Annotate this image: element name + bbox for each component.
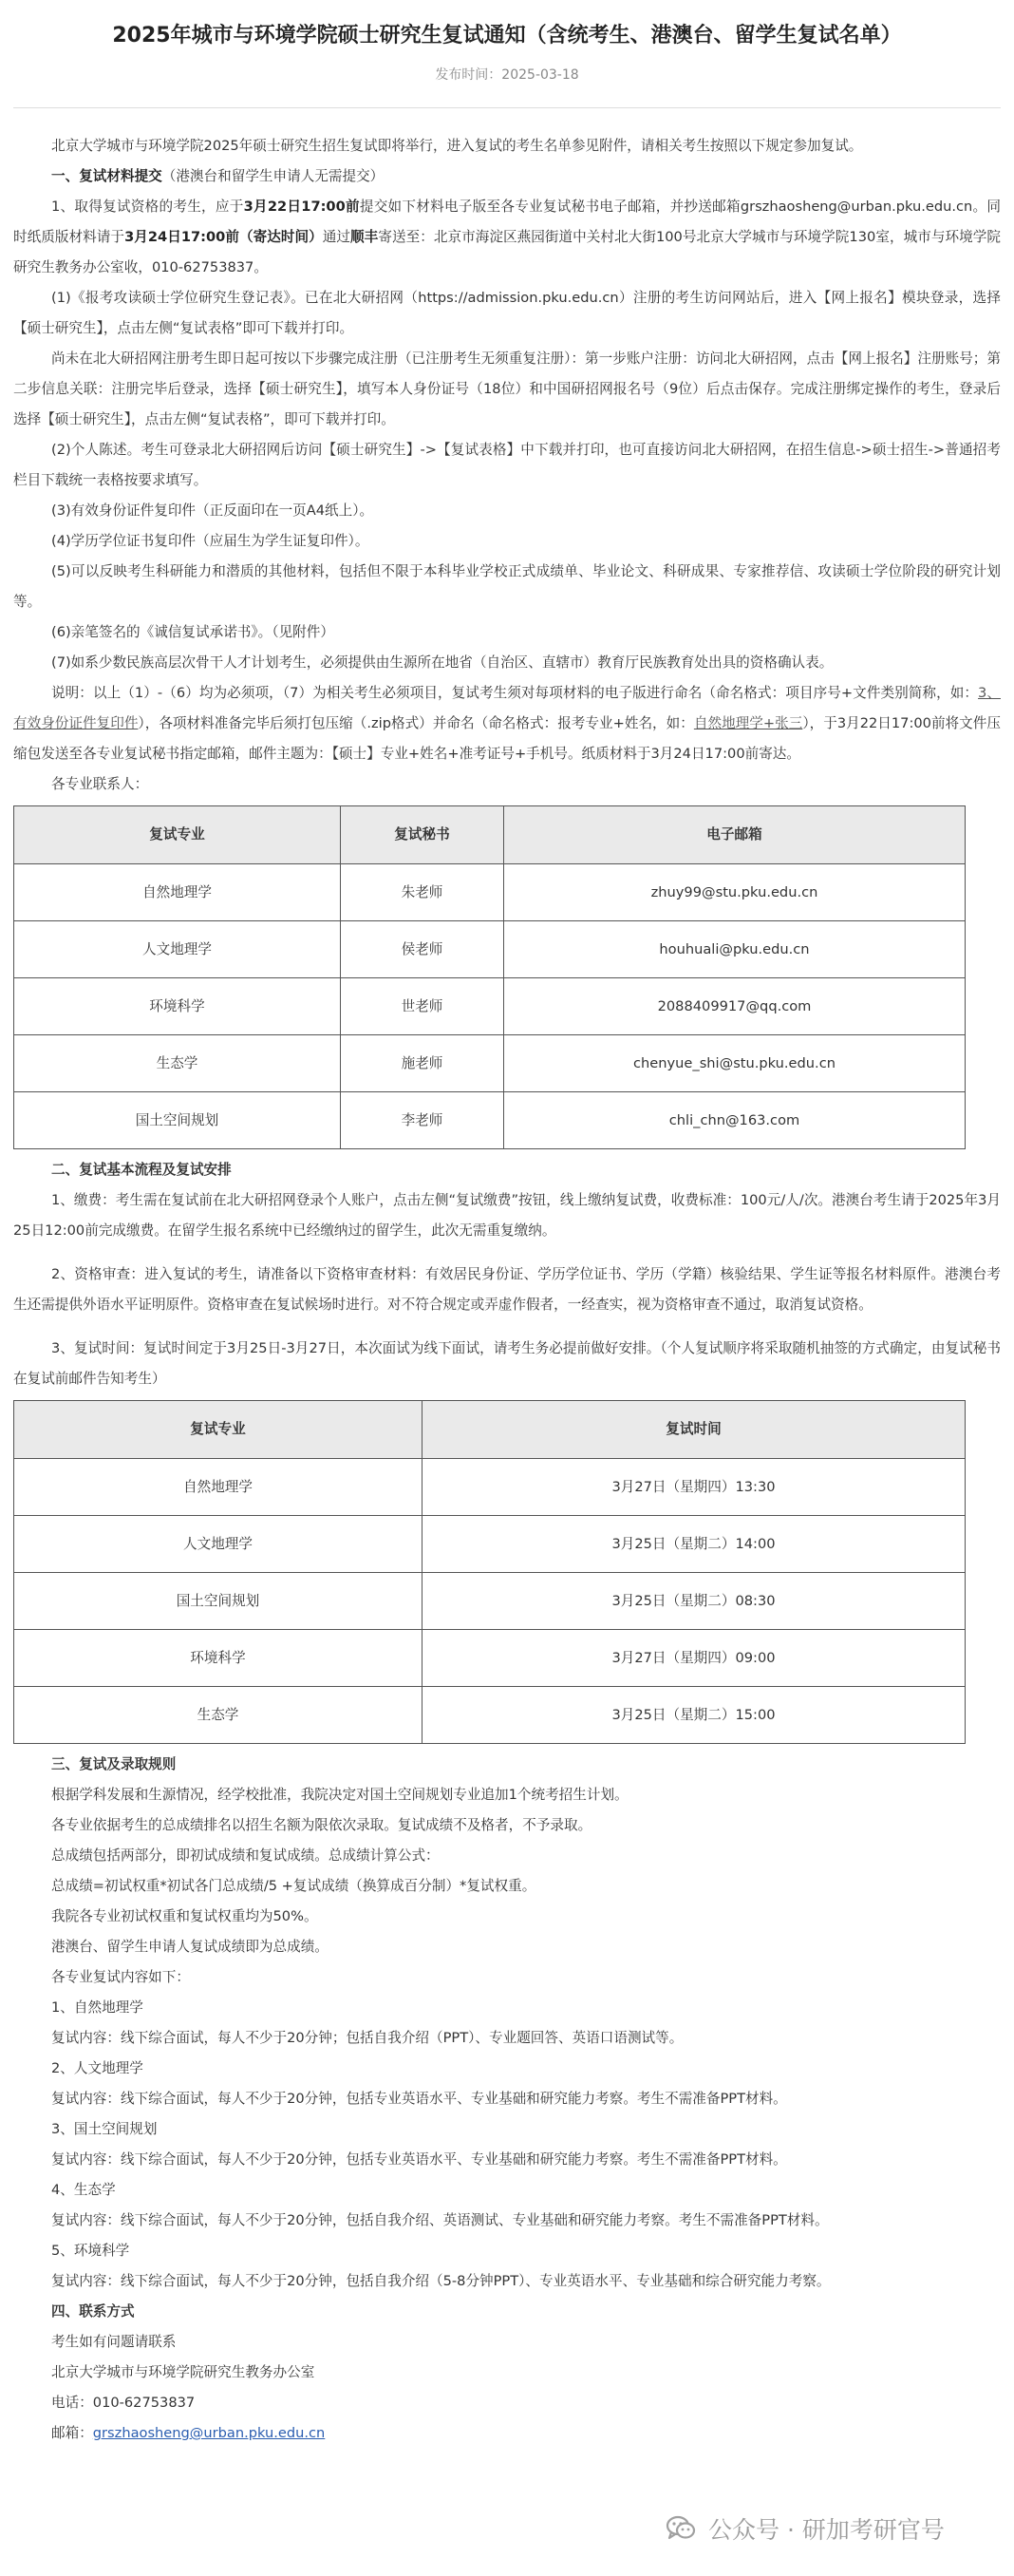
wechat-watermark (665, 2510, 1006, 2548)
mail-deadline-emphasis: 3月24日17:00前（寄达时间） (124, 229, 323, 245)
major-name: 3、国土空间规划 (51, 2121, 158, 2137)
table-row (14, 1573, 966, 1630)
text-run: 寄送至：北京市海淀区燕园街道中关村北大街100号北京大学城市与环境学院130室，城市与环境学院研究生教务办公室收，010-62753837。 (13, 229, 1001, 275)
table-row (14, 921, 966, 978)
major-content: 复试内容：线下综合面试，每人不少于20分钟，包括自我介绍、英语测试、专业基础和研究能力考察。考生不需准备PPT材料。 (51, 2212, 829, 2228)
contact-line: 考生如有问题请联系 (51, 2334, 177, 2350)
major-name: 4、生态学 (51, 2182, 116, 2198)
section-1-title: 一、复试材料提交 (51, 168, 162, 184)
time-cell: 3月25日（星期二）15:00 (422, 1687, 966, 1744)
major-name: 1、自然地理学 (51, 1999, 143, 2016)
table-row (14, 1092, 966, 1149)
text-run: ），于3月22日17:00前将文件压缩包发送至各专业复试秘书指定邮箱，邮件主题为：【硕士】专业+姓名+准考证号+手机号。纸质材料于3月24日17:00前寄达。 (13, 715, 1001, 762)
major-cell: 自然地理学 (14, 864, 341, 921)
table-row (14, 1035, 966, 1092)
major-cell: 环境科学 (14, 1630, 422, 1687)
major-name: 2、人文地理学 (51, 2060, 143, 2076)
rule-line: 总成绩包括两部分，即初试成绩和复试成绩。总成绩计算公式： (51, 1847, 440, 1864)
material-item-6: (6)亲笔签名的《诚信复试承诺书》。（见附件） (51, 624, 334, 640)
time-cell: 3月25日（星期二）08:30 (422, 1573, 966, 1630)
table-row (14, 1516, 966, 1573)
text-run: 提交如下材料电子版至各专业复试秘书电子邮箱，并抄送邮箱grszhaosheng@urban.pku.edu.cn。同时纸质版材料请于 (13, 199, 1002, 245)
table-header-row (14, 1401, 966, 1459)
major-content: 复试内容：线下综合面试，每人不少于20分钟，包括专业英语水平、专业基础和研究能力考察。考生不需准备PPT材料。 (51, 2151, 787, 2168)
rule-line: 根据学科发展和生源情况，经学校批准，我院决定对国土空间规划专业追加1个统考招生计划。 (51, 1787, 629, 1803)
contact-email-link[interactable]: grszhaosheng@urban.pku.edu.cn (92, 2425, 326, 2441)
section-2-para-1: 1、缴费：考生需在复试前在北大研招网登录个人账户，点击左侧“复试缴费”按钮，线上缴纳复试费，收费标准：100元/人/次。港澳台考生请于2025年3月25日12:00前完成缴费。在留学生报名系统中已经缴纳过的留学生，此次无需重复缴纳。 (13, 1192, 1001, 1239)
email-cell: chli_chn@163.com (504, 1092, 966, 1149)
email-cell: chenyue_shi@stu.pku.edu.cn (504, 1035, 966, 1092)
wechat-icon (665, 2512, 697, 2545)
email-label: 邮箱： (51, 2425, 93, 2441)
table-row (14, 978, 966, 1035)
section-3-heading: 三、复试及录取规则 (51, 1756, 177, 1772)
section-1-para-1 (13, 192, 1001, 283)
filename-example: 3、有效身份证件复印件 (13, 685, 1001, 731)
article-body (13, 131, 1001, 2449)
email-cell: houhuali@pku.edu.cn (504, 921, 966, 978)
major-cell: 人文地理学 (14, 1516, 422, 1573)
contact-email-line (13, 2418, 1001, 2449)
major-cell: 自然地理学 (14, 1459, 422, 1516)
table-row (14, 864, 966, 921)
archive-name-example: 自然地理学+张三 (693, 715, 803, 731)
text-run: ），各项材料准备完毕后须打包压缩（.zip格式）并命名（命名格式：报考专业+姓名，如： (138, 715, 694, 731)
deadline-emphasis: 3月22日17:00前 (243, 199, 360, 215)
contacts-label: 各专业联系人： (51, 776, 149, 792)
material-item-7: (7)如系少数民族高层次骨干人才计划考生，必须提供由生源所在地省（自治区、直辖市）教育厅民族教育处出具的资格确认表。 (51, 654, 834, 671)
table-row (14, 1630, 966, 1687)
secretary-cell: 侯老师 (341, 921, 504, 978)
column-header: 复试秘书 (341, 806, 504, 864)
secretary-cell: 世老师 (341, 978, 504, 1035)
material-item-1: (1)《报考攻读硕士学位研究生登记表》。已在北大研招网（https://admission.pku.edu.cn）注册的考生访问网站后，进入【网上报名】模块登录，选择【硕士研究生】，点击左侧“复试表格”即可下载并打印。 (13, 290, 1001, 336)
rule-line: 总成绩=初试权重*初试各门总成绩/5 +复试成绩（换算成百分制）*复试权重。 (51, 1878, 536, 1894)
page-title: 2025年城市与环境学院硕士研究生复试通知（含统考生、港澳台、留学生复试名单） (112, 24, 902, 47)
column-header: 复试专业 (14, 806, 341, 864)
major-cell: 生态学 (14, 1035, 341, 1092)
rule-line: 港澳台、留学生申请人复试成绩即为总成绩。 (51, 1939, 329, 1955)
text-run: 说明：以上（1）-（6）均为必须项，（7）为相关考生必须项目，复试考生须对每项材料的电子版进行命名（命名格式：项目序号+文件类别简称，如： (51, 685, 979, 701)
text-run: 通过 (322, 229, 351, 245)
major-cell: 人文地理学 (14, 921, 341, 978)
column-header: 复试专业 (14, 1401, 422, 1459)
publish-date: 发布时间：2025-03-18 (435, 67, 579, 83)
naming-note (13, 678, 1001, 769)
contact-office: 北京大学城市与环境学院研究生教务办公室 (51, 2364, 315, 2380)
watermark-text: 公众号 · 研加考研官号 (708, 2516, 945, 2544)
major-cell: 国土空间规划 (14, 1573, 422, 1630)
secretary-cell: 朱老师 (341, 864, 504, 921)
title-divider (13, 107, 1001, 108)
major-cell: 生态学 (14, 1687, 422, 1744)
rule-line: 各专业依据考生的总成绩排名以招生名额为限依次录取。复试成绩不及格者，不予录取。 (51, 1817, 592, 1833)
courier-emphasis: 顺丰 (350, 229, 379, 245)
major-cell: 环境科学 (14, 978, 341, 1035)
rule-line: 我院各专业初试权重和复试权重均为50%。 (51, 1908, 318, 1924)
time-cell: 3月25日（星期二）14:00 (422, 1516, 966, 1573)
intro-paragraph: 北京大学城市与环境学院2025年硕士研究生招生复试即将举行，进入复试的考生名单参见附件，请相关考生按照以下规定参加复试。 (51, 138, 863, 154)
email-cell: zhuy99@stu.pku.edu.cn (504, 864, 966, 921)
major-cell: 国土空间规划 (14, 1092, 341, 1149)
material-item-3: (3)有效身份证件复印件（正反面印在一页A4纸上）。 (51, 502, 374, 519)
table-row (14, 1459, 966, 1516)
section-1-heading (13, 161, 1001, 192)
column-header: 电子邮箱 (504, 806, 966, 864)
email-cell: 2088409917@qq.com (504, 978, 966, 1035)
material-item-1-registration: 尚未在北大研招网注册考生即日起可按以下步骤完成注册（已注册考生无须重复注册）：第一步账户注册：访问北大研招网，点击【网上报名】注册账号；第二步信息关联：注册完毕后登录，选择【硕士研究生】，填写本人身份证号（18位）和中国研招网报名号（9位）后点击保存。完成注册绑定操作的考生，登录后选择【硕士研究生】，点击左侧“复试表格”，即可下载并打印。 (13, 350, 1001, 427)
section-2-heading: 二、复试基本流程及复试安排 (51, 1162, 232, 1178)
column-header: 复试时间 (422, 1401, 966, 1459)
contacts-table (13, 805, 966, 1149)
secretary-cell: 施老师 (341, 1035, 504, 1092)
major-content: 复试内容：线下综合面试，每人不少于20分钟，包括自我介绍（5-8分钟PPT）、专业英语水平、专业基础和综合研究能力考察。 (51, 2273, 831, 2289)
time-cell: 3月27日（星期四）13:30 (422, 1459, 966, 1516)
time-cell: 3月27日（星期四）09:00 (422, 1630, 966, 1687)
rule-line: 各专业复试内容如下： (51, 1969, 190, 1985)
major-content: 复试内容：线下综合面试，每人不少于20分钟；包括自我介绍（PPT）、专业题回答、英语口语测试等。 (51, 2030, 684, 2046)
section-2-para-3: 3、复试时间：复试时间定于3月25日-3月27日，本次面试为线下面试，请考生务必提前做好安排。（个人复试顺序将采取随机抽签的方式确定，由复试秘书在复试前邮件告知考生） (13, 1340, 1001, 1387)
section-1-note: （港澳台和留学生申请人无需提交） (161, 168, 385, 184)
material-item-4: (4)学历学位证书复印件（应届生为学生证复印件）。 (51, 533, 369, 549)
table-header-row (14, 806, 966, 864)
major-name: 5、环境科学 (51, 2243, 130, 2259)
contact-phone: 电话：010-62753837 (51, 2395, 196, 2411)
text-run: 1、取得复试资格的考生，应于 (51, 199, 244, 215)
material-item-2: (2)个人陈述。考生可登录北大研招网后访问【硕士研究生】->【复试表格】中下载并打印，也可直接访问北大研招网，在招生信息->硕士招生->普通招考 栏目下载统一表格按要求填写。 (13, 442, 1001, 488)
secretary-cell: 李老师 (341, 1092, 504, 1149)
material-item-5: (5)可以反映考生科研能力和潜质的其他材料，包括但不限于本科毕业学校正式成绩单、毕业论文、科研成果、专家推荐信、攻读硕士学位阶段的研究计划等。 (13, 563, 1001, 610)
interview-schedule-table (13, 1400, 966, 1744)
section-2-para-2: 2、资格审查：进入复试的考生，请准备以下资格审查材料：有效居民身份证、学历学位证书、学历（学籍）核验结果、学生证等报名材料原件。港澳台考生还需提供外语水平证明原件。资格审查在复试候场时进行。对不符合规定或弄虚作假者，一经查实，视为资格审查不通过，取消复试资格。 (13, 1266, 1001, 1313)
major-content: 复试内容：线下综合面试，每人不少于20分钟，包括专业英语水平、专业基础和研究能力考察。考生不需准备PPT材料。 (51, 2091, 787, 2107)
table-row (14, 1687, 966, 1744)
section-4-heading: 四、联系方式 (51, 2303, 135, 2320)
